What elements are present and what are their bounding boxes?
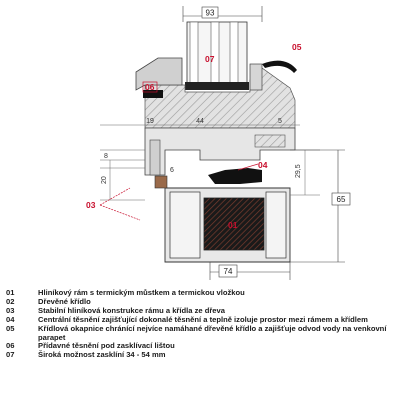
callout-05 [292,42,302,52]
legend-num: 01 [6,288,15,297]
drip-cap [262,61,297,73]
legend-item-07 [6,351,398,360]
dim-frame-19: 19 [146,118,154,125]
svg-text:04: 04 [258,160,268,170]
dim-frame-5: 5 [278,118,282,125]
dim-left-20: 20 [101,176,108,184]
legend-text: Hliníkový rám s termickým můstkem a termickou vložkou [38,288,245,297]
dim-right-height: 65 [336,195,346,204]
svg-text:03: 03 [86,200,96,210]
callout-03 [86,188,140,220]
glazing-unit [185,22,249,90]
legend-num: 02 [6,296,15,306]
legend-num: 06 [6,341,15,351]
aluminium-frame [155,176,290,262]
legend-num: 03 [6,305,15,315]
legend-text: Centrální těsnění zajišťující dokonalé těsnění a teplně izoluje prostor mezi rámem a křídlem [38,314,368,324]
dim-mid-height: 29,5 [295,164,302,178]
legend-text: Přídavné těsnění pod zasklívací lištou [38,341,175,351]
dim-top-width: 93 [205,8,215,18]
callout-07 [205,54,215,64]
dimension-bottom-width [210,262,290,280]
dim-left-6: 6 [170,167,174,174]
aluminium-sash-frame [145,128,295,184]
dimension-right [290,150,350,262]
callout-04 [238,160,268,170]
dimension-top-width [183,6,262,22]
svg-text:01: 01 [228,220,238,230]
legend-list [6,289,398,360]
legend-num: 05 [6,323,15,333]
legend-text: Široká možnost zasklíní 34 - 54 mm [38,350,166,360]
legend-num: 04 [6,314,15,324]
svg-text:06: 06 [145,82,155,92]
legend-text: Stabilní hliníková konstrukce rámu a křídla ze dřeva [38,305,225,315]
svg-text:07: 07 [205,54,215,64]
svg-text:05: 05 [292,42,302,52]
callout-01 [228,220,238,230]
legend-text: Dřevěné křídlo [38,296,91,306]
dim-frame-44: 44 [196,118,204,125]
dim-left-8: 8 [104,153,108,160]
legend-num: 07 [6,350,15,360]
legend-item-05 [6,325,398,343]
legend-text: Křídlová okapnice chránící nejvíce namáhané dřevěné křídlo a zajišťuje odvod vody na venkovní parapet [38,323,387,342]
dim-bottom-width: 74 [223,267,233,276]
